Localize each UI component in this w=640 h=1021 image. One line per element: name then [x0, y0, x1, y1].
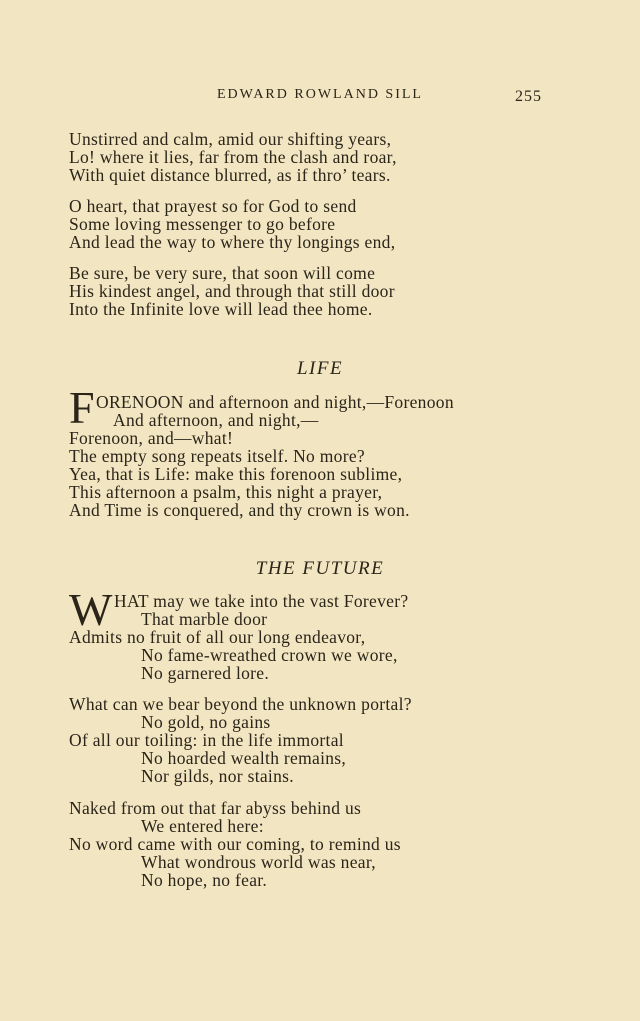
drop-cap: W	[69, 584, 113, 635]
poem-line: Admits no fruit of all our long endeavor,	[69, 627, 366, 647]
poem-line: Nor gilds, nor stains.	[141, 766, 294, 786]
poem-line: No fame-wreathed crown we wore,	[141, 645, 398, 665]
poem-line: Unstirred and calm, amid our shifting years,	[69, 129, 392, 149]
poem-line: HAT may we take into the vast Forever?	[114, 591, 409, 611]
poem-line: And afternoon, and night,—	[113, 410, 319, 430]
poem-line: His kindest angel, and through that still door	[69, 281, 395, 301]
poem-line: Of all our toiling: in the life immortal	[69, 730, 344, 750]
poem-line: Into the Infinite love will lead thee home.	[69, 299, 373, 319]
poem-line: That marble door	[141, 609, 268, 629]
poem-title-life: LIFE	[296, 358, 344, 379]
poem-line: This afternoon a psalm, this night a prayer,	[69, 482, 383, 502]
poem-line: What can we bear beyond the unknown portal?	[69, 694, 412, 714]
poem-line: We entered here:	[141, 816, 264, 836]
poem-line: No garnered lore.	[141, 663, 270, 683]
poem-line: No gold, no gains	[141, 712, 271, 732]
poem-line: Naked from out that far abyss behind us	[69, 798, 362, 818]
poem-line: No word came with our coming, to remind us	[69, 834, 401, 854]
poem-line: ORENOON and afternoon and night,—Forenoon	[96, 392, 454, 412]
poem-line: And lead the way to where thy longings end,	[69, 232, 396, 252]
poem-title-future: THE FUTURE	[255, 558, 385, 579]
poem-line: O heart, that prayest so for God to send	[69, 196, 357, 216]
poem-line: No hoarded wealth remains,	[141, 748, 347, 768]
poem-line: Lo! where it lies, far from the clash and roar,	[69, 147, 397, 167]
poem-line: With quiet distance blurred, as if thro’ tears.	[69, 165, 391, 185]
poem-line: What wondrous world was near,	[141, 852, 376, 872]
poem-line: Be sure, be very sure, that soon will come	[69, 263, 376, 283]
drop-cap: F	[69, 382, 95, 433]
poem-line: And Time is conquered, and thy crown is won.	[69, 500, 410, 520]
poem-line: Some loving messenger to go before	[69, 214, 336, 234]
running-header: EDWARD ROWLAND SILL	[217, 87, 423, 102]
poem-line: No hope, no fear.	[141, 870, 268, 890]
poem-line: Yea, that is Life: make this forenoon sublime,	[69, 464, 403, 484]
page-number: 255	[515, 88, 542, 105]
poem-line: Forenoon, and—what!	[69, 428, 234, 448]
poem-line: The empty song repeats itself. No more?	[69, 446, 365, 466]
